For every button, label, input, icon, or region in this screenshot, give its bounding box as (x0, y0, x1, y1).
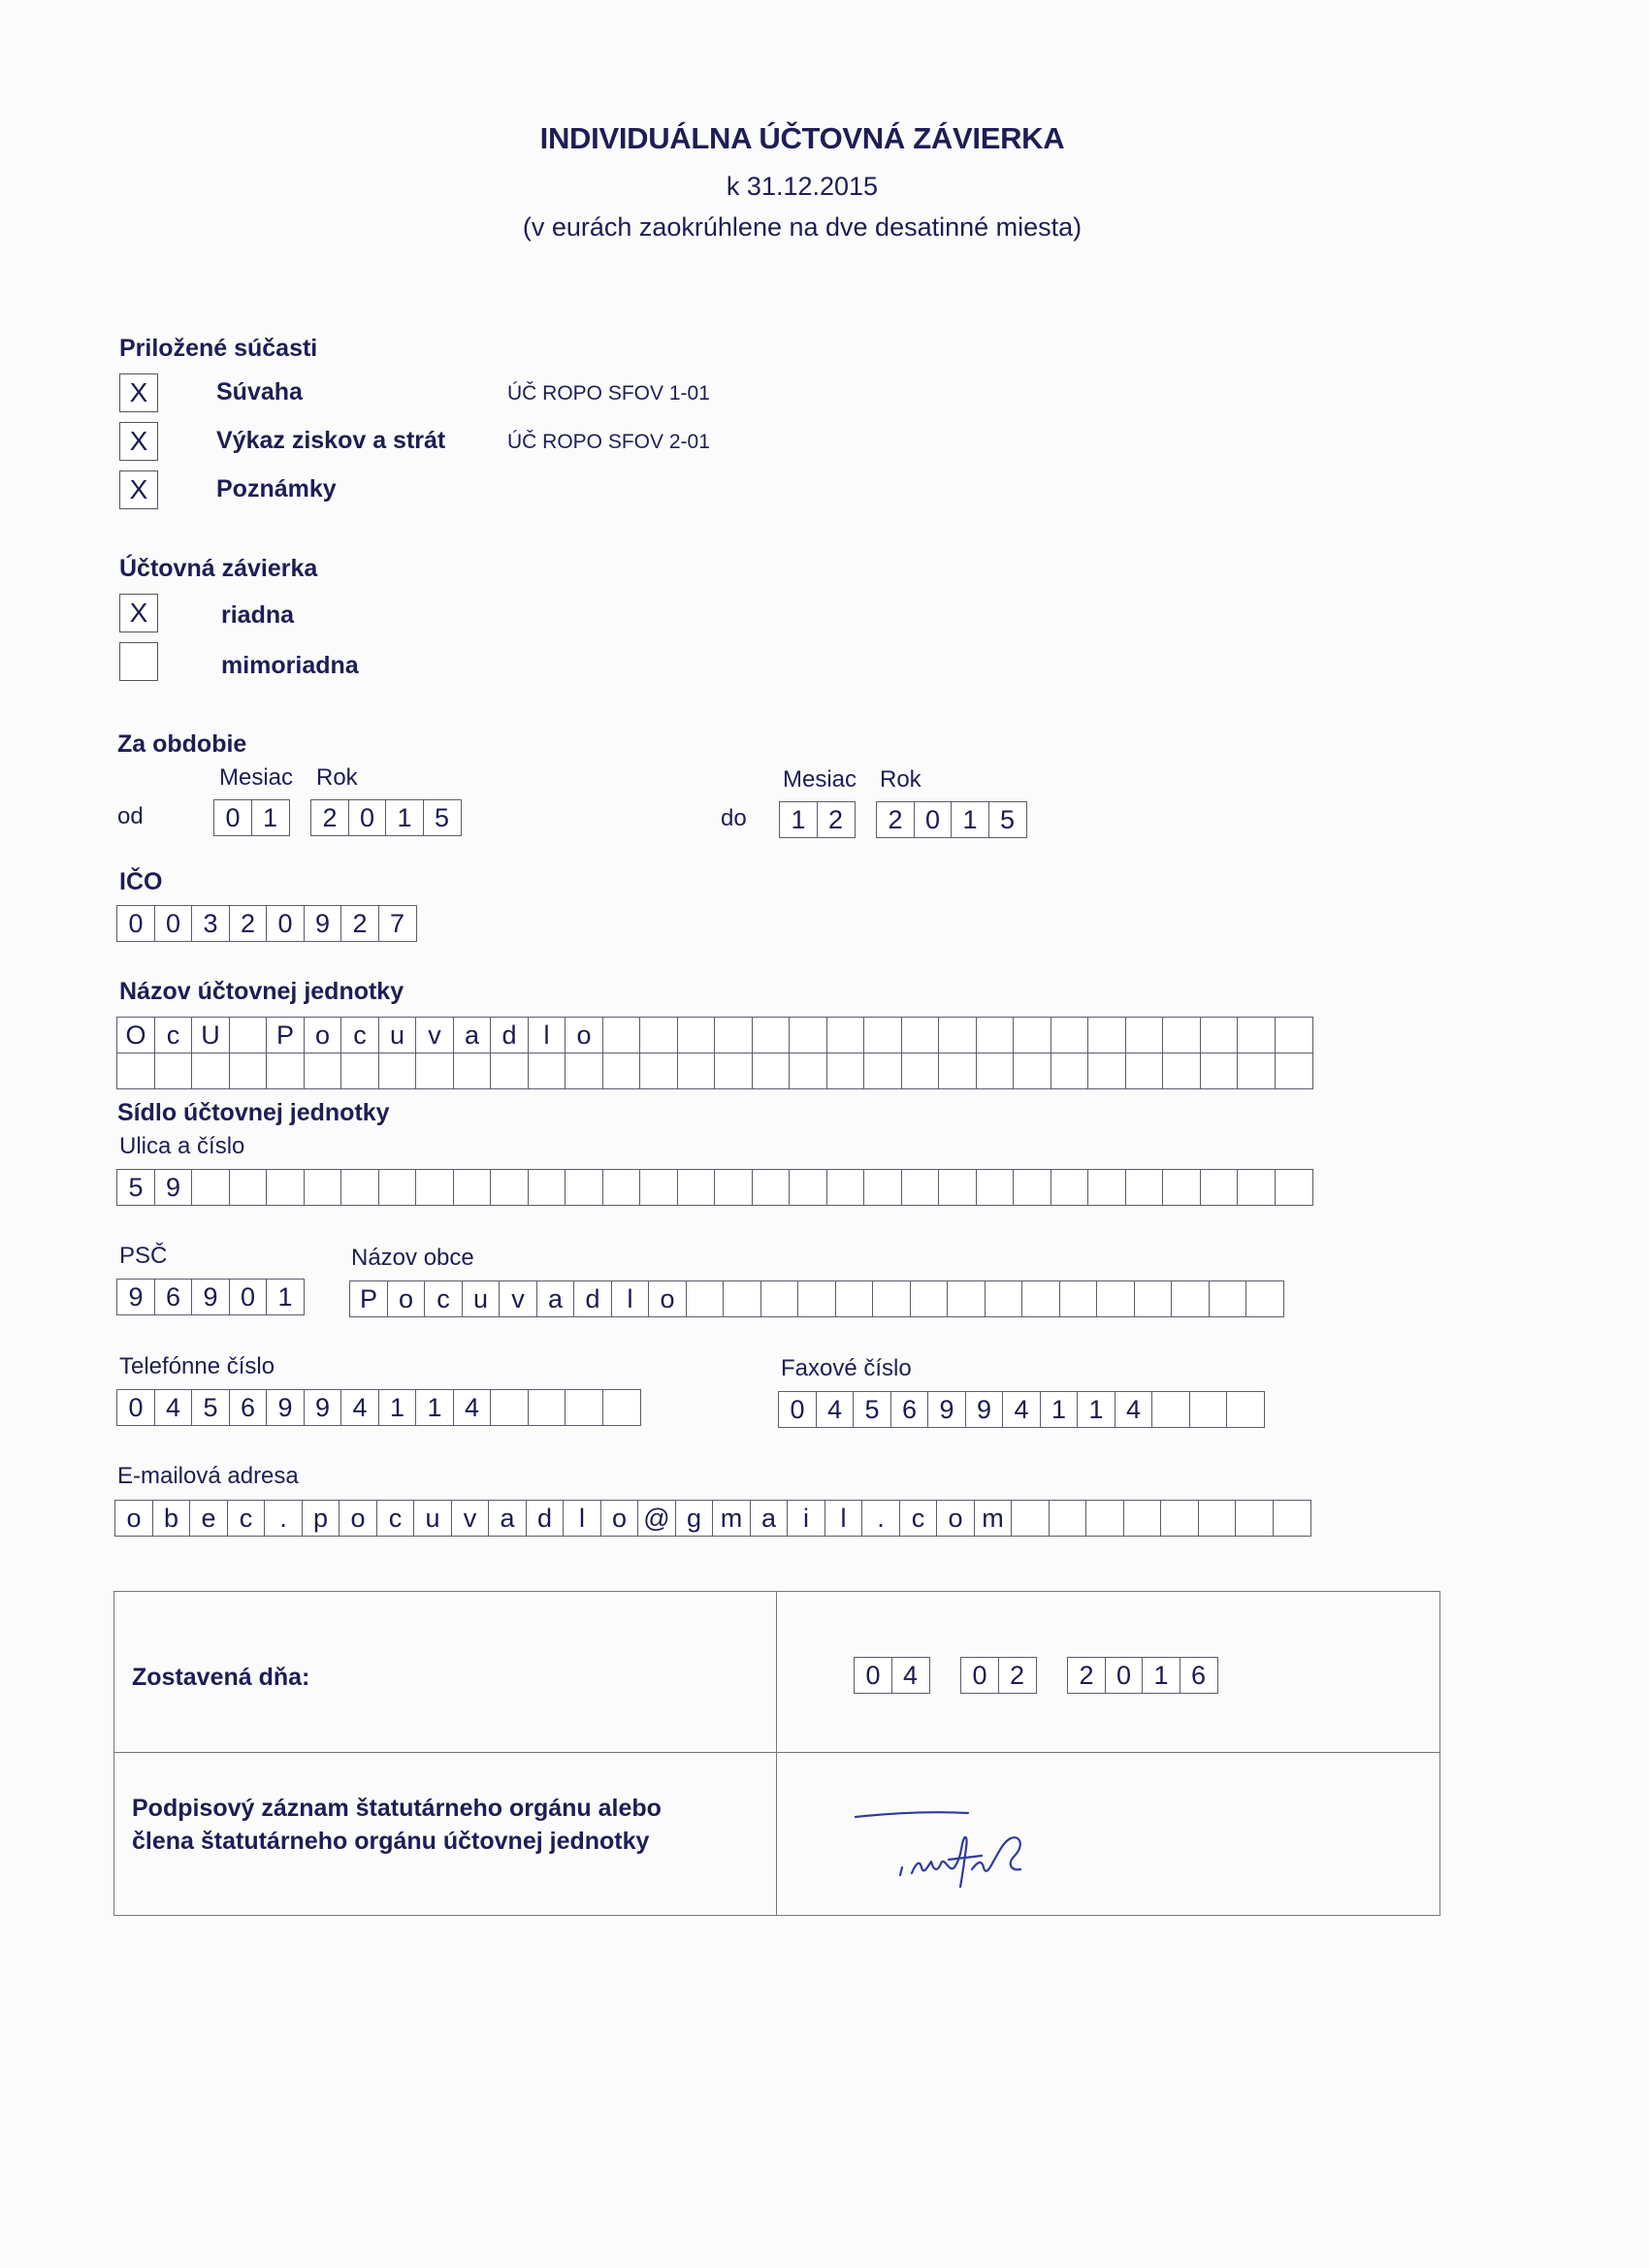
char-cell (1237, 1053, 1276, 1089)
char-cell (1200, 1017, 1239, 1053)
char-cell (565, 1053, 603, 1089)
char-cell: a (453, 1017, 492, 1053)
checkbox-suvaha[interactable]: X (119, 373, 158, 412)
compiled-month-field[interactable] (960, 1657, 1035, 1694)
street-label: Ulica a číslo (119, 1133, 245, 1159)
attachments-heading: Priložené súčasti (119, 335, 318, 362)
attachment-code-vykaz: ÚČ ROPO SFOV 2-01 (507, 431, 710, 453)
char-cell (1059, 1280, 1098, 1317)
char-cell: 0 (854, 1657, 892, 1694)
ico-field[interactable] (116, 905, 415, 942)
char-cell: b (152, 1500, 191, 1537)
char-cell (1049, 1500, 1087, 1537)
char-cell: 2 (229, 905, 268, 942)
char-cell: 9 (191, 1279, 230, 1315)
char-cell (872, 1280, 911, 1317)
char-cell: O (116, 1017, 155, 1053)
psc-field[interactable] (116, 1279, 304, 1315)
attachment-label-poznamky: Poznámky (216, 475, 337, 502)
char-cell (863, 1017, 902, 1053)
char-cell: 1 (779, 801, 818, 838)
char-cell (677, 1017, 716, 1053)
char-cell (947, 1280, 986, 1317)
char-cell (1013, 1169, 1051, 1206)
char-cell: o (304, 1017, 342, 1053)
char-cell: 0 (914, 801, 953, 838)
char-cell: 0 (116, 1389, 155, 1426)
from-label: od (117, 803, 144, 829)
char-cell (752, 1017, 791, 1053)
char-cell: 2 (876, 801, 915, 838)
char-cell (938, 1169, 977, 1206)
char-cell (826, 1017, 865, 1053)
char-cell: a (750, 1500, 789, 1537)
char-cell (602, 1053, 641, 1089)
char-cell (714, 1017, 753, 1053)
ico-label: IČO (119, 868, 163, 895)
char-cell (1087, 1169, 1126, 1206)
char-cell: c (340, 1017, 379, 1053)
char-cell: 5 (423, 799, 462, 836)
char-cell: 1 (385, 799, 424, 836)
char-cell: U (191, 1017, 230, 1053)
char-cell: 4 (154, 1389, 193, 1426)
fax-field[interactable] (778, 1391, 1264, 1428)
char-cell: 0 (348, 799, 387, 836)
char-cell (1125, 1053, 1164, 1089)
char-cell: 1 (251, 799, 290, 836)
to-year-field[interactable] (876, 801, 1025, 838)
signature-table (113, 1591, 1440, 1916)
char-cell (714, 1053, 753, 1089)
char-cell: o (648, 1280, 687, 1317)
char-cell (415, 1169, 454, 1206)
char-cell (863, 1053, 902, 1089)
char-cell: 9 (154, 1169, 193, 1206)
char-cell: 0 (960, 1657, 999, 1694)
compiled-year-field[interactable] (1067, 1657, 1216, 1694)
town-label: Názov obce (351, 1245, 474, 1271)
signature-label-line-1: Podpisový záznam štatutárneho orgánu alebo (132, 1795, 662, 1822)
attachment-label-suvaha: Súvaha (216, 378, 303, 405)
email-field[interactable] (114, 1500, 1310, 1537)
char-cell (797, 1280, 836, 1317)
char-cell (1021, 1280, 1060, 1317)
char-cell (1011, 1500, 1050, 1537)
char-cell (976, 1017, 1015, 1053)
char-cell: 1 (1142, 1657, 1180, 1694)
char-cell (1160, 1500, 1199, 1537)
char-cell (938, 1017, 977, 1053)
char-cell: c (154, 1017, 193, 1053)
period-heading: Za obdobie (117, 730, 247, 758)
checkbox-mimoriadna[interactable] (119, 642, 158, 681)
char-cell: u (378, 1017, 417, 1053)
char-cell: 4 (816, 1391, 855, 1428)
char-cell (910, 1280, 949, 1317)
char-cell (1275, 1169, 1313, 1206)
char-cell (1209, 1280, 1247, 1317)
char-cell (677, 1169, 716, 1206)
char-cell (863, 1169, 902, 1206)
char-cell: o (387, 1280, 426, 1317)
char-cell (1085, 1500, 1124, 1537)
char-cell: d (573, 1280, 612, 1317)
char-cell: 9 (266, 1389, 305, 1426)
char-cell (835, 1280, 874, 1317)
char-cell (976, 1169, 1015, 1206)
statement-type-heading: Účtovná závierka (119, 555, 318, 582)
entity-name-label: Názov účtovnej jednotky (119, 978, 404, 1005)
char-cell: l (563, 1500, 601, 1537)
currency-note: (v eurách zaokrúhlene na dve desatinné miesta) (522, 212, 1083, 242)
to-month-field[interactable] (779, 801, 854, 838)
char-cell: 6 (229, 1389, 268, 1426)
char-cell (1237, 1169, 1276, 1206)
char-cell: o (114, 1500, 153, 1537)
char-cell (191, 1169, 230, 1206)
char-cell (528, 1053, 566, 1089)
char-cell (453, 1053, 492, 1089)
street-field[interactable] (116, 1169, 1311, 1206)
char-cell (1171, 1280, 1210, 1317)
char-cell (1013, 1017, 1051, 1053)
to-month-label: Mesiac (783, 766, 857, 793)
char-cell: 2 (1067, 1657, 1106, 1694)
char-cell: . (264, 1500, 303, 1537)
char-cell (1162, 1053, 1201, 1089)
char-cell (752, 1053, 791, 1089)
char-cell: l (824, 1500, 863, 1537)
char-cell (901, 1053, 940, 1089)
char-cell: i (787, 1500, 825, 1537)
char-cell: 0 (229, 1279, 268, 1315)
char-cell: d (490, 1017, 529, 1053)
page-title: INDIVIDUÁLNA ÚČTOVNÁ ZÁVIERKA (539, 121, 1065, 155)
char-cell (602, 1169, 641, 1206)
char-cell: P (349, 1280, 388, 1317)
char-cell (1200, 1169, 1239, 1206)
char-cell (1245, 1280, 1284, 1317)
char-cell (266, 1169, 305, 1206)
char-cell: 1 (378, 1389, 417, 1426)
char-cell (826, 1053, 865, 1089)
char-cell: 2 (817, 801, 856, 838)
char-cell: 1 (266, 1279, 305, 1315)
checkbox-poznamky[interactable]: X (119, 470, 158, 509)
char-cell: 4 (891, 1657, 930, 1694)
char-cell (901, 1017, 940, 1053)
char-cell (938, 1053, 977, 1089)
period-date-line: k 31.12.2015 (726, 172, 879, 201)
char-cell: 4 (453, 1389, 492, 1426)
char-cell: o (936, 1500, 975, 1537)
char-cell (528, 1389, 566, 1426)
char-cell (340, 1053, 379, 1089)
char-cell (229, 1017, 268, 1053)
char-cell (1275, 1017, 1313, 1053)
entity-name-row-1[interactable] (116, 1017, 1311, 1053)
char-cell (789, 1169, 827, 1206)
signature-table-divider (776, 1591, 777, 1916)
compiled-day-field[interactable] (854, 1657, 928, 1694)
from-month-label: Mesiac (219, 764, 294, 791)
char-cell: . (861, 1500, 900, 1537)
char-cell: 2 (998, 1657, 1037, 1694)
fax-label: Faxové číslo (781, 1355, 912, 1381)
char-cell (1275, 1053, 1313, 1089)
signature-label-line-2: člena štatutárneho orgánu účtovnej jednotky (132, 1828, 650, 1855)
char-cell: o (339, 1500, 377, 1537)
char-cell: c (424, 1280, 463, 1317)
char-cell: c (227, 1500, 266, 1537)
char-cell: 1 (1040, 1391, 1079, 1428)
char-cell (1198, 1500, 1237, 1537)
phone-label: Telefónne číslo (119, 1353, 275, 1379)
char-cell (686, 1280, 725, 1317)
char-cell: 9 (304, 1389, 342, 1426)
char-cell (639, 1169, 678, 1206)
checkbox-riadna[interactable]: X (119, 594, 158, 632)
char-cell (1013, 1053, 1051, 1089)
char-cell (340, 1169, 379, 1206)
char-cell: e (189, 1500, 228, 1537)
char-cell: 0 (1105, 1657, 1144, 1694)
char-cell: m (712, 1500, 751, 1537)
char-cell (1134, 1280, 1173, 1317)
char-cell: 2 (310, 799, 349, 836)
char-cell (752, 1169, 791, 1206)
from-year-label: Rok (316, 764, 358, 791)
char-cell (415, 1053, 454, 1089)
char-cell (1051, 1053, 1089, 1089)
char-cell: c (376, 1500, 415, 1537)
char-cell: 5 (988, 801, 1027, 838)
seat-heading: Sídlo účtovnej jednotky (117, 1099, 390, 1126)
char-cell (1237, 1017, 1276, 1053)
char-cell: 9 (116, 1279, 155, 1315)
char-cell (976, 1053, 1015, 1089)
char-cell (1125, 1017, 1164, 1053)
from-year-field[interactable] (310, 799, 460, 836)
char-cell: 6 (890, 1391, 929, 1428)
char-cell (266, 1053, 305, 1089)
char-cell (602, 1017, 641, 1053)
char-cell: u (413, 1500, 452, 1537)
to-label: do (721, 805, 747, 831)
char-cell: d (526, 1500, 565, 1537)
char-cell: 1 (1077, 1391, 1116, 1428)
char-cell: 1 (951, 801, 989, 838)
char-cell (760, 1280, 799, 1317)
char-cell (490, 1389, 529, 1426)
char-cell: 9 (965, 1391, 1004, 1428)
char-cell (789, 1017, 827, 1053)
char-cell: a (536, 1280, 575, 1317)
char-cell (453, 1169, 492, 1206)
char-cell (1200, 1053, 1239, 1089)
char-cell (490, 1169, 529, 1206)
char-cell: 4 (340, 1389, 379, 1426)
attachment-code-suvaha: ÚČ ROPO SFOV 1-01 (507, 382, 710, 405)
char-cell: l (611, 1280, 650, 1317)
char-cell: a (488, 1500, 527, 1537)
char-cell (1162, 1169, 1201, 1206)
char-cell: l (528, 1017, 566, 1053)
char-cell (1123, 1500, 1162, 1537)
char-cell (602, 1389, 641, 1426)
char-cell: 2 (340, 905, 379, 942)
char-cell (191, 1053, 230, 1089)
char-cell (1273, 1500, 1311, 1537)
from-month-field[interactable] (213, 799, 288, 836)
char-cell (229, 1053, 268, 1089)
town-field[interactable] (349, 1280, 1283, 1317)
compiled-date-label: Zostavená dňa: (132, 1664, 310, 1691)
char-cell: m (974, 1500, 1013, 1537)
char-cell (1189, 1391, 1228, 1428)
char-cell (789, 1053, 827, 1089)
char-cell (1151, 1391, 1190, 1428)
statement-type-mimoriadna-label: mimoriadna (221, 652, 359, 679)
char-cell (1162, 1017, 1201, 1053)
char-cell (1096, 1280, 1135, 1317)
char-cell: v (499, 1280, 537, 1317)
char-cell (985, 1280, 1023, 1317)
char-cell (304, 1053, 342, 1089)
char-cell (1051, 1169, 1089, 1206)
char-cell (1051, 1017, 1089, 1053)
signature-table-row-divider (113, 1752, 1440, 1753)
char-cell: 5 (116, 1169, 155, 1206)
char-cell (826, 1169, 865, 1206)
char-cell: 0 (778, 1391, 817, 1428)
signature-image (844, 1799, 1077, 1896)
statement-type-riadna-label: riadna (221, 601, 295, 629)
char-cell: 1 (415, 1389, 454, 1426)
char-cell: 5 (853, 1391, 891, 1428)
char-cell: v (415, 1017, 454, 1053)
char-cell: o (600, 1500, 639, 1537)
char-cell: 0 (154, 905, 193, 942)
char-cell (565, 1389, 603, 1426)
to-year-label: Rok (880, 766, 922, 793)
char-cell (154, 1053, 193, 1089)
char-cell (116, 1053, 155, 1089)
psc-label: PSČ (119, 1243, 168, 1269)
char-cell: 4 (1002, 1391, 1041, 1428)
char-cell (378, 1169, 417, 1206)
char-cell: 0 (116, 905, 155, 942)
char-cell: @ (637, 1500, 676, 1537)
char-cell: c (899, 1500, 938, 1537)
char-cell (723, 1280, 761, 1317)
char-cell (714, 1169, 753, 1206)
char-cell: 9 (304, 905, 342, 942)
char-cell: 6 (1180, 1657, 1218, 1694)
char-cell (1087, 1017, 1126, 1053)
char-cell (639, 1017, 678, 1053)
char-cell: o (565, 1017, 603, 1053)
char-cell (1226, 1391, 1265, 1428)
char-cell: 0 (266, 905, 305, 942)
char-cell: 4 (1115, 1391, 1153, 1428)
char-cell: v (451, 1500, 490, 1537)
attachment-label-vykaz: Výkaz ziskov a strát (216, 427, 446, 454)
char-cell (639, 1053, 678, 1089)
char-cell: P (266, 1017, 305, 1053)
char-cell (490, 1053, 529, 1089)
char-cell: 3 (191, 905, 230, 942)
char-cell (677, 1053, 716, 1089)
char-cell: p (302, 1500, 340, 1537)
char-cell: g (675, 1500, 714, 1537)
char-cell (1235, 1500, 1274, 1537)
char-cell (528, 1169, 566, 1206)
char-cell (378, 1053, 417, 1089)
char-cell: 6 (154, 1279, 193, 1315)
char-cell (1125, 1169, 1164, 1206)
char-cell (229, 1169, 268, 1206)
char-cell: 7 (378, 905, 417, 942)
char-cell (901, 1169, 940, 1206)
email-label: E-mailová adresa (117, 1463, 299, 1489)
char-cell: 0 (213, 799, 252, 836)
char-cell (1087, 1053, 1126, 1089)
char-cell: 9 (927, 1391, 966, 1428)
char-cell (304, 1169, 342, 1206)
phone-field[interactable] (116, 1389, 639, 1426)
entity-name-row-2[interactable] (116, 1053, 1311, 1089)
checkbox-vykaz[interactable]: X (119, 422, 158, 461)
char-cell: 5 (191, 1389, 230, 1426)
char-cell: u (462, 1280, 501, 1317)
char-cell (565, 1169, 603, 1206)
